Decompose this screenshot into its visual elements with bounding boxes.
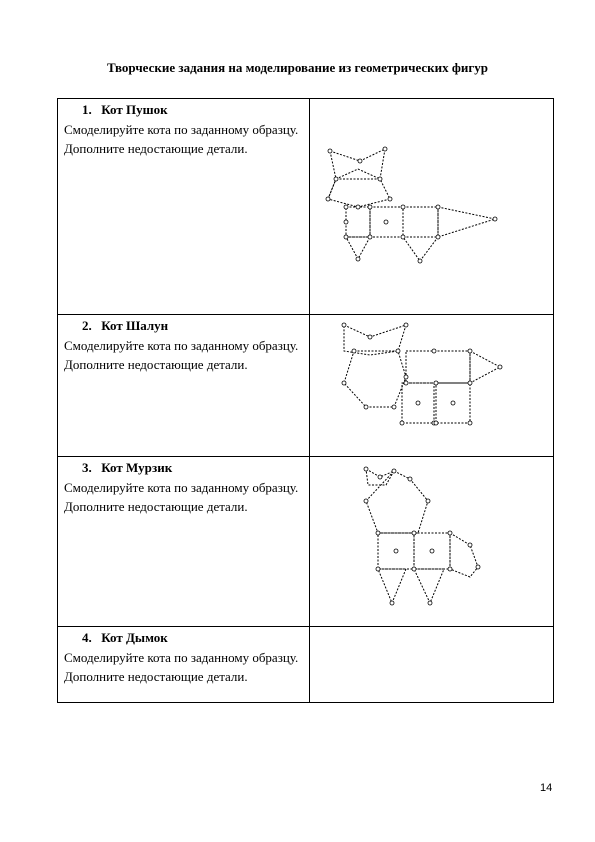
task-instruction: Смоделируйте кота по заданному образцу. Дополните недостающие детали. [64, 480, 299, 514]
cat-figure-1 [310, 99, 553, 315]
task-text-cell [58, 627, 310, 703]
cat-body-square-3 [403, 207, 438, 237]
task-number: 1. [82, 102, 92, 117]
cat-joints [364, 467, 480, 605]
task-name: Кот Дымок [101, 630, 168, 645]
task-name: Кот Пушок [101, 102, 168, 117]
cat-body-square-1 [346, 207, 370, 237]
task-heading [82, 101, 303, 118]
task-text-cell [58, 315, 310, 457]
cat-face [470, 351, 500, 383]
task-name: Кот Шалун [101, 318, 169, 333]
cat-tail [438, 207, 495, 237]
task-number: 3. [82, 460, 92, 475]
task-row-3 [58, 457, 554, 627]
cat-head [328, 179, 390, 207]
cat-figure-3 [310, 457, 553, 627]
cat-tail [450, 533, 478, 577]
cat-leg-1 [378, 569, 406, 603]
task-heading [82, 317, 303, 334]
cat-leg-2 [414, 569, 444, 603]
cat-leg-1 [346, 237, 370, 259]
task-heading [82, 459, 303, 476]
task-instruction: Смоделируйте кота по заданному образцу. Дополните недостающие детали. [64, 650, 299, 684]
task-text-cell [58, 99, 310, 315]
page-title: Творческие задания на моделирование из геометрических фигур [106, 60, 489, 75]
cat-figure-2 [310, 315, 553, 457]
task-number: 2. [82, 318, 92, 333]
task-picture-cell [310, 99, 554, 315]
task-row-2 [58, 315, 554, 457]
cat-body [406, 351, 470, 383]
task-heading [82, 629, 303, 646]
task-instruction: Смоделируйте кота по заданному образцу. Дополните недостающие детали. [64, 338, 299, 372]
task-picture-cell [310, 315, 554, 457]
cat-joints [342, 323, 502, 425]
task-row-1 [58, 99, 554, 315]
cat-head [366, 471, 428, 533]
tasks-table [57, 98, 554, 703]
page-number: 14 [540, 782, 553, 794]
task-text-cell [58, 457, 310, 627]
task-picture-cell [310, 457, 554, 627]
task-name: Кот Мурзик [101, 460, 173, 475]
task-picture-cell-empty [310, 627, 554, 703]
task-instruction: Смоделируйте кота по заданному образцу. Дополните недостающие детали. [64, 122, 299, 156]
task-number: 4. [82, 630, 92, 645]
task-row-4 [58, 627, 554, 703]
cat-ears [330, 149, 385, 179]
cat-head [344, 351, 406, 407]
cat-leg-2 [403, 237, 438, 261]
